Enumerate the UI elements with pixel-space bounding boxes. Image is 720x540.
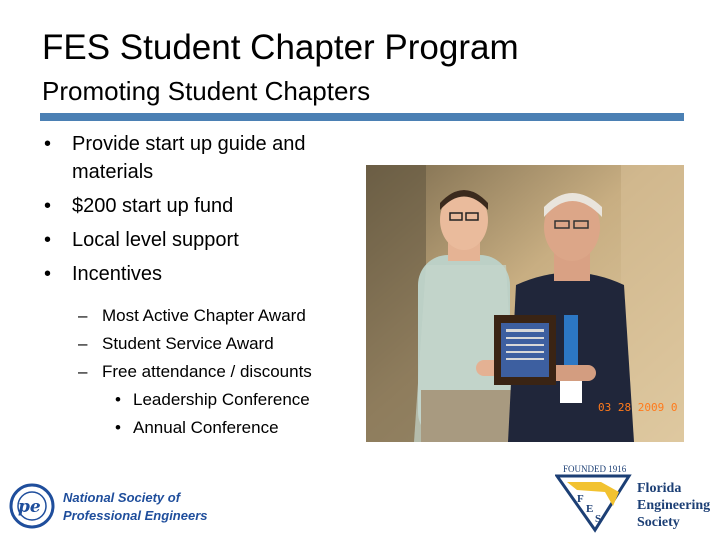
svg-text:E: E [586, 503, 594, 515]
svg-text:pe: pe [18, 497, 41, 517]
bullet-text: Local level support [72, 229, 239, 251]
svg-text:F: F [577, 493, 584, 505]
slide-title: FES Student Chapter Program [42, 28, 519, 67]
bullet-dot-icon: • [115, 418, 121, 437]
fes-logo [555, 462, 715, 534]
sub-bullet-item [40, 330, 370, 358]
sub-bullet-item [40, 302, 370, 330]
bullet-dot-icon: • [44, 195, 52, 217]
nspe-logo-graphic [8, 482, 253, 530]
svg-text:S: S [595, 513, 602, 525]
bullet-text: $200 start up fund [72, 195, 234, 217]
sub-sub-bullet-item [40, 414, 370, 442]
award-photo [366, 165, 684, 442]
fes-name-line1: Florida [637, 481, 682, 496]
bullet-dot-icon: • [44, 263, 52, 285]
bullet-item [40, 192, 370, 220]
bullet-text: Provide start up guide and materials [72, 133, 306, 183]
sub-sub-bullet-text: Annual Conference [133, 418, 279, 437]
bullet-item [40, 130, 370, 186]
sub-bullet-list [40, 302, 370, 442]
bullet-item [40, 260, 370, 288]
sub-bullet-text: Most Active Chapter Award [102, 306, 306, 325]
sub-sub-bullet-text: Leadership Conference [133, 390, 310, 409]
fes-founded-text: FOUNDED 1916 [563, 464, 627, 474]
nspe-name-line2: Professional Engineers [63, 508, 208, 523]
nspe-logo [8, 482, 253, 530]
sub-bullet-text: Free attendance / discounts [102, 362, 312, 381]
fes-name-line2: Engineering [637, 498, 711, 513]
nspe-name-line1: National Society of [63, 490, 181, 505]
dash-icon: – [78, 334, 88, 353]
bullet-list [40, 130, 370, 442]
bullet-item [40, 226, 370, 254]
sub-bullet-text: Student Service Award [102, 334, 274, 353]
dash-icon: – [78, 306, 88, 325]
dash-icon: – [78, 362, 88, 381]
title-divider [40, 113, 684, 121]
fes-name-line3: Society [637, 515, 680, 530]
award-photo-illustration [366, 165, 684, 442]
sub-bullet-item [40, 358, 370, 386]
sub-sub-bullet-item [40, 386, 370, 414]
bullet-dot-icon: • [44, 229, 52, 251]
slide-subtitle: Promoting Student Chapters [42, 76, 371, 106]
bullet-dot-icon: • [115, 390, 121, 409]
bullet-dot-icon: • [44, 133, 52, 155]
fes-logo-graphic [555, 462, 715, 534]
bullet-text: Incentives [72, 263, 163, 285]
photo-date-stamp: 03 28 2009 0 [598, 401, 678, 414]
